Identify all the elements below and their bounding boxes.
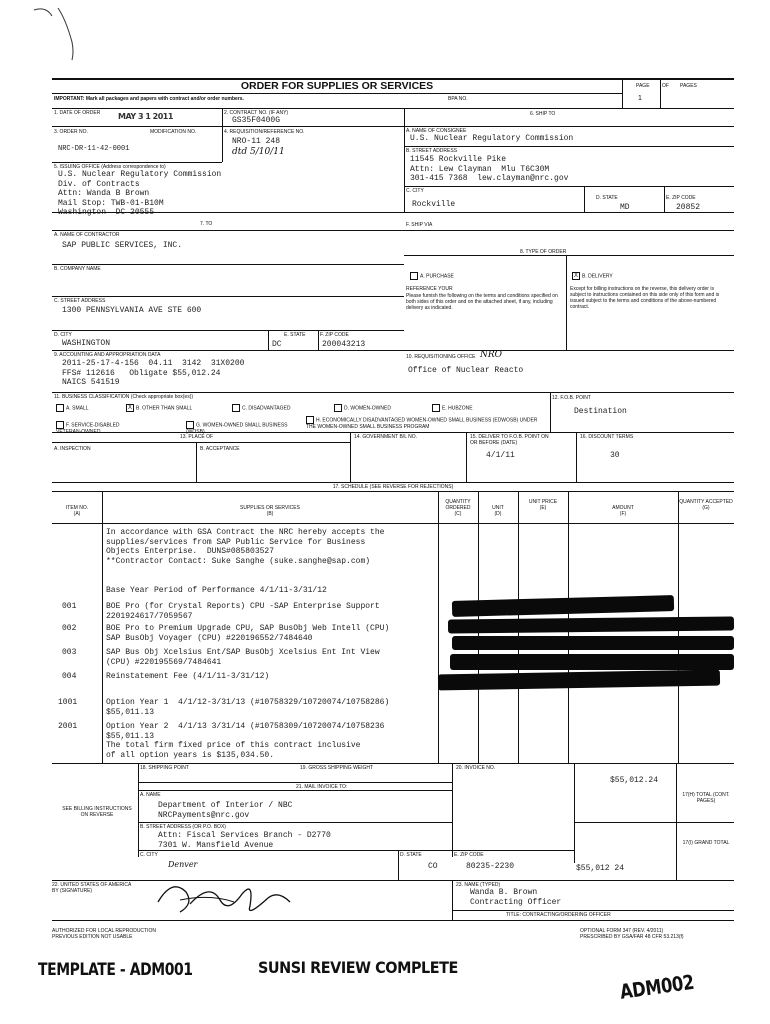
shipping-point-label: 18. SHIPPING POINT xyxy=(140,765,189,771)
col-item-header: ITEM NO. (A) xyxy=(65,505,89,517)
item-number: 1001 xyxy=(58,698,78,707)
signer-name: Wanda B. Brown xyxy=(470,888,538,897)
delivery-option[interactable]: X B. DELIVERY xyxy=(573,273,613,280)
amount-total: $55,012.24 xyxy=(610,776,659,785)
template-stamp: TEMPLATE - ADM001 xyxy=(38,960,193,980)
small-option[interactable]: A. SMALL xyxy=(56,404,89,412)
item-number: 001 xyxy=(62,602,77,611)
to-label: 7. TO xyxy=(200,221,213,227)
ship-state: MD xyxy=(620,203,630,212)
city-label: C. CITY xyxy=(406,188,424,194)
state-label: D. STATE xyxy=(596,195,618,201)
gross-weight-label: 19. GROSS SHIPPING WEIGHT xyxy=(300,765,374,771)
signer-name-label: 23. NAME (TYPED) xyxy=(456,882,501,888)
invoice-state: CO xyxy=(428,862,438,871)
purchase-option[interactable]: A. PURCHASE xyxy=(410,272,454,280)
total-cont-pages-label: 17(H) TOTAL (CONT. PAGES) xyxy=(682,792,730,804)
contractor-name-label: A. NAME OF CONTRACTOR xyxy=(54,232,120,238)
purchase-checkbox[interactable] xyxy=(410,272,418,280)
invoice-state-label: D. STATE xyxy=(400,852,422,858)
order-no: NRC-DR-11-42-0001 xyxy=(58,145,130,153)
acceptance-label: B. ACCEPTANCE xyxy=(200,446,240,452)
important-note: IMPORTANT: Mark all packages and papers with contract and/or order numbers. xyxy=(54,96,244,102)
invoice-city-label: C. CITY xyxy=(140,852,158,858)
requisition-label: 4. REQUISITION/REFERENCE NO. xyxy=(224,129,305,135)
item-description: Option Year 1 4/1/12-3/31/13 (#10758329/10720074/10758286) $55,011.13 xyxy=(106,698,390,717)
contractor-name: SAP PUBLIC SERVICES, INC. xyxy=(62,241,183,250)
other-than-small-option[interactable]: X B. OTHER THAN SMALL xyxy=(127,405,193,412)
invoice-name-label: A. NAME xyxy=(140,792,161,798)
type-of-order-label: 8. TYPE OF ORDER xyxy=(520,249,567,255)
contractor-zip-label: F. ZIP CODE xyxy=(320,332,349,338)
invoice-no-label: 20. INVOICE NO. xyxy=(456,765,496,771)
invoice-zip: 80235-2230 xyxy=(466,862,515,871)
sunsi-review-stamp: SUNSI REVIEW COMPLETE xyxy=(258,958,458,977)
disadvantaged-option[interactable]: C. DISADVANTAGED xyxy=(232,404,290,412)
grand-total-label: 17(I) GRAND TOTAL xyxy=(682,840,730,846)
deliver-by-label: 15. DELIVER TO F.O.B. POINT ON OR BEFORE (DATE) xyxy=(470,434,549,446)
issuing-office: U.S. Nuclear Regulatory Commission Div. of Contracts Attn: Wanda B Brown Mail Stop: TWB-01-B10M Washington DC 20555 xyxy=(58,170,222,218)
accounting-data: 2011-25-17-4-156 04.11 3142 31X0200 FFS# 112616 Obligate $55,012.24 NAICS 541519 xyxy=(62,359,245,388)
handwritten-mark xyxy=(28,2,98,62)
zip-label: E. ZIP CODE xyxy=(666,195,696,201)
ship-street-address: 11545 Rockville Pike Attn: Lew Clayman Mlu T6C30M 301-415 7368 lew.clayman@nrc.gov xyxy=(410,155,569,184)
invoice-street: Attn: Fiscal Services Branch - D2770 7301 W. Mansfield Avenue xyxy=(158,831,331,850)
grand-total-amount: $55,012 24 xyxy=(576,864,625,873)
requisitioning-office-label: 10. REQUISITIONING OFFICE xyxy=(406,354,476,360)
united-states-label: 22. UNITED STATES OF AMERICA BY (SIGNATURE) xyxy=(52,882,131,894)
wosb-option[interactable]: G. WOMEN-OWNED SMALL BUSINESS (WOSB) xyxy=(186,422,288,435)
delivery-text: Except for billing instructions on the reverse, this delivery order is subject to instructions contained on this side only of this form and is issued subject to the terms and conditions of the above-numbered contract. xyxy=(570,286,720,310)
pages-label: PAGES xyxy=(680,83,697,89)
title-label: TITLE: CONTRACTING/ORDERING OFFICER xyxy=(506,912,611,918)
contractor-street-label: C. STREET ADDRESS xyxy=(54,298,106,304)
col-qty-header: QUANTITY ORDERED (C) xyxy=(445,499,471,517)
ship-to-label: 6. SHIP TO xyxy=(530,111,556,117)
of-label: OF xyxy=(662,83,669,89)
inspection-label: A. INSPECTION xyxy=(54,446,91,452)
redaction-bar xyxy=(448,617,734,634)
signature xyxy=(150,872,300,922)
discount-terms-label: 16. DISCOUNT TERMS xyxy=(580,434,634,440)
redaction-bar xyxy=(452,595,674,617)
contract-no: GS35F0400G xyxy=(232,116,281,125)
item-description: SAP Bus Obj Xcelsius Ent/SAP BusObj Xcelsius Ent Int View (CPU) #220195569/7484641 xyxy=(106,648,380,667)
optional-form-note: OPTIONAL FORM 347 (REV. 4/2011) PRESCRIBED BY GSA/FAR 48 CFR 53.213(f) xyxy=(580,928,684,940)
contractor-state: DC xyxy=(272,340,282,349)
item-number: 002 xyxy=(62,624,77,633)
col-amount-header: AMOUNT (F) xyxy=(612,505,634,517)
deliver-by-date: 4/1/11 xyxy=(486,451,515,460)
signer-title: Contracting Officer xyxy=(470,898,562,907)
contractor-city-label: D. CITY xyxy=(54,332,72,338)
item-description: Reinstatement Fee (4/1/11-3/31/12) xyxy=(106,672,270,681)
item-description: BOE Pro to Premium Upgrade CPU, SAP BusObj Web Intell (CPU) SAP BusObj Voyager (CPU) #220196552/7484640 xyxy=(106,624,390,643)
discount-terms: 30 xyxy=(610,451,620,460)
contract-no-label: 2. CONTRACT NO. (IF ANY) xyxy=(224,110,289,116)
col-unit-header: UNIT (D) xyxy=(492,505,504,517)
invoice-name: Department of Interior / NBC NRCPayments@nrc.gov xyxy=(158,801,293,820)
adm-stamp: ADM002 xyxy=(618,969,696,1004)
delivery-checkbox[interactable]: X xyxy=(573,273,578,279)
schedule-intro: In accordance with GSA Contract the NRC hereby accepts the supplies/services from SAP Public Service for Business Objects Enterprise. DUNS#085803527 **Contractor Contact: Suke Sanghe (suke.sanghe@sap.com) xyxy=(106,528,385,566)
company-name-label: B. COMPANY NAME xyxy=(54,266,101,272)
fob-label: 12. F.O.B. POINT xyxy=(552,395,591,401)
service-disabled-option[interactable]: F. SERVICE-DISABLED VETERAN-OWNED xyxy=(56,422,120,435)
reference-your: REFERENCE YOUR xyxy=(406,286,453,292)
redaction-bar xyxy=(452,636,734,650)
contractor-state-label: E. STATE xyxy=(284,332,306,338)
edwosb-option[interactable]: H. ECONOMICALLY DISADVANTAGED WOMEN-OWNED SMALL BUSINESS (EDWOSB) UNDER THE WOMEN-OWNED SMALL BUSINESS PROGRAM xyxy=(306,417,538,430)
ship-via-label: F. SHIP VIA xyxy=(406,222,433,228)
redaction-bar xyxy=(450,654,734,670)
street-address-label: B. STREET ADDRESS xyxy=(406,148,458,154)
requisitioning-office: Office of Nuclear Reacto xyxy=(408,366,524,375)
consignee-label: A. NAME OF CONSIGNEE xyxy=(406,128,467,134)
billing-instructions: SEE BILLING INSTRUCTIONS ON REVERSE xyxy=(62,806,132,818)
bpa-label: BPA NO. xyxy=(448,96,468,102)
page-label: PAGE xyxy=(636,83,650,89)
date-of-order-stamp: MAY 3 1 2011 xyxy=(118,112,173,121)
item-number: 2001 xyxy=(58,722,78,731)
schedule-period: Base Year Period of Performance 4/1/11-3/31/12 xyxy=(106,586,327,595)
business-classification-label: 11. BUSINESS CLASSIFICATION (Check appropriate box(es)) xyxy=(54,394,194,400)
purchase-text: Please furnish the following on the terms and conditions specified on both sides of this order and on the attached sheet, if any, including delivery as indicated. xyxy=(406,293,558,311)
date-of-order-label: 1. DATE OF ORDER xyxy=(54,110,101,116)
order-no-label: 3. ORDER NO. xyxy=(54,129,88,135)
col-accepted-header: QUANTITY ACCEPTED (G) xyxy=(679,499,733,511)
item-number: 004 xyxy=(62,672,77,681)
women-owned-option[interactable]: D. WOMEN-OWNED xyxy=(334,404,391,412)
fob-point: Destination xyxy=(574,407,627,416)
schedule-title: 17. SCHEDULE (SEE REVERSE FOR REJECTIONS) xyxy=(332,484,454,490)
ship-zip: 20852 xyxy=(676,203,701,212)
invoice-street-label: B. STREET ADDRESS (OR P.O. BOX) xyxy=(140,824,226,830)
requisition-date: dtd 5/10/11 xyxy=(232,147,285,157)
ship-city: Rockville xyxy=(412,200,456,209)
authorized-note: AUTHORIZED FOR LOCAL REPRODUCTION PREVIOUS EDITION NOT USABLE xyxy=(52,928,156,940)
col-supplies-header: SUPPLIES OR SERVICES (B) xyxy=(240,505,300,517)
contractor-street: 1300 PENNSYLVANIA AVE STE 600 xyxy=(62,306,202,315)
issuing-office-label: 5. ISSUING OFFICE (Address correspondence to) xyxy=(54,164,166,170)
accounting-label: 9. ACCOUNTING AND APPROPRIATION DATA xyxy=(54,352,161,358)
government-bl-label: 14. GOVERNMENT B/L NO. xyxy=(354,434,418,440)
page-number: 1 xyxy=(638,95,642,102)
contractor-city: WASHINGTON xyxy=(62,339,111,348)
consignee-name: U.S. Nuclear Regulatory Commission xyxy=(410,134,574,143)
item-description: BOE Pro (for Crystal Reports) CPU -SAP Enterprise Support 2201924617/7059567 xyxy=(106,602,380,621)
mail-invoice-label: 21. MAIL INVOICE TO: xyxy=(296,784,348,790)
item-description: Option Year 2 4/1/13 3/31/14 (#10758309/10720074/10758236 $55,011.13 The total firm fixed price of this contract inclusive of all option years is $135,034.50. xyxy=(106,722,385,760)
modification-label: MODIFICATION NO. xyxy=(150,129,197,135)
item-number: 003 xyxy=(62,648,77,657)
requisitioning-office-hand: NRO xyxy=(480,350,503,360)
invoice-zip-label: E. ZIP CODE xyxy=(454,852,484,858)
col-price-header: UNIT PRICE (E) xyxy=(528,499,558,511)
requisition-number: NRO-11 248 xyxy=(232,137,281,146)
form-title: ORDER FOR SUPPLIES OR SERVICES xyxy=(240,80,434,92)
contractor-zip: 200043213 xyxy=(322,340,366,349)
invoice-city: Denver xyxy=(168,860,198,869)
place-of-label: 13. PLACE OF xyxy=(180,434,214,440)
hubzone-option[interactable]: E. HUBZONE xyxy=(432,404,473,412)
